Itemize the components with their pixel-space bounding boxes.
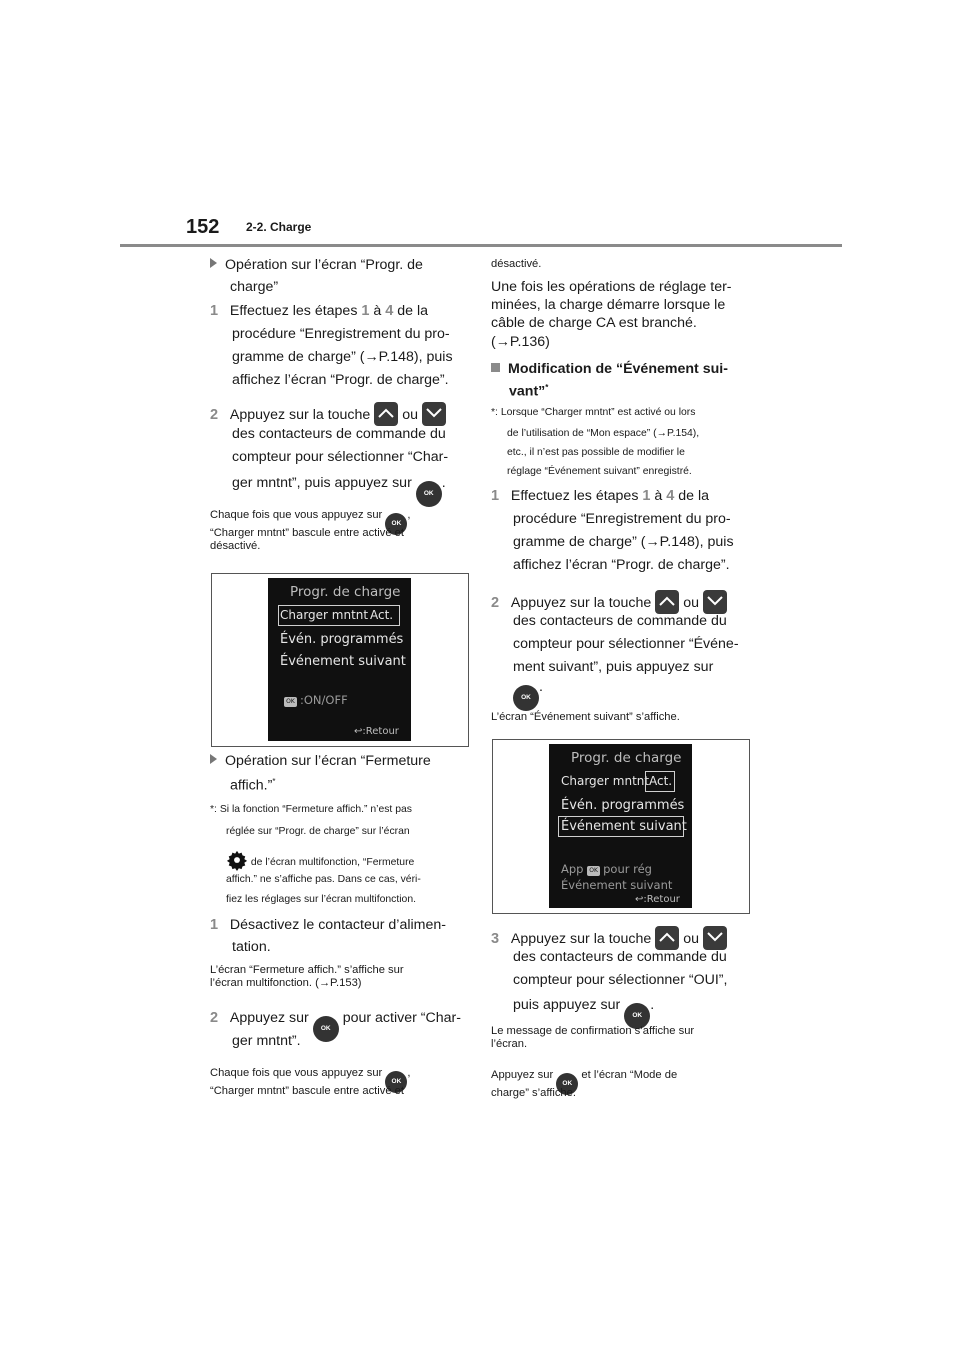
step-text: procédure “Enregistrement du pro- xyxy=(232,326,450,342)
step-text: compteur pour sélectionner “OUI”, xyxy=(513,972,728,988)
header-rule xyxy=(120,244,842,247)
note-text: désactivé. xyxy=(210,540,261,552)
para-text: câble de charge CA est branché. xyxy=(491,315,697,331)
arrow-icon: → xyxy=(495,334,510,350)
step-text: Appuyez sur la touche xyxy=(229,407,371,423)
step-text: de la xyxy=(678,488,710,504)
note-text: Appuyez sur xyxy=(491,1069,554,1081)
step-text: gramme de charge” ( xyxy=(232,349,365,365)
step-number: 3 xyxy=(491,931,500,947)
step-text: des contacteurs de commande du xyxy=(232,426,446,442)
footnote-text: fiez les réglages sur l’écran multifonction. xyxy=(226,894,417,905)
note-text: Chaque fois que vous appuyez sur xyxy=(210,509,383,521)
para-text: minées, la charge démarre lorsque le xyxy=(491,297,726,313)
note-text: Chaque fois que vous appuyez sur xyxy=(210,1067,383,1079)
step-text: ger mntnt”, puis appuyez sur xyxy=(232,475,412,491)
chevron-up-key-icon xyxy=(655,926,679,950)
note-text: et l’écran “Mode de xyxy=(581,1069,678,1081)
screen-return-text: :Retour xyxy=(362,726,399,737)
screen-title: Progr. de charge xyxy=(290,584,401,600)
step-text: ment suivant”, puis appuyez sur xyxy=(513,659,714,675)
note-text: “Charger mntnt” bascule entre activé et xyxy=(210,1085,405,1097)
screen-return xyxy=(635,894,680,905)
step-text: à xyxy=(373,303,382,319)
screen-item-value: Act. xyxy=(370,608,394,622)
step-1 xyxy=(210,304,428,319)
r-step-1 xyxy=(491,489,709,504)
step-text: ou xyxy=(683,595,699,611)
screen-hint-text: Événement suivant xyxy=(561,878,673,892)
step-text xyxy=(232,350,453,364)
note-text: Le message de confirmation s’affiche sur xyxy=(491,1025,695,1037)
step-text: Désactivez le contacteur d’alimen- xyxy=(229,917,446,933)
step-ref: 4 xyxy=(385,303,394,319)
para-text xyxy=(491,335,550,349)
chevron-down-key-icon xyxy=(422,402,446,426)
step-text xyxy=(513,535,734,549)
footnote-text: Si la fonction “Fermeture affich.” n’est pas xyxy=(219,804,412,815)
step-text: Appuyez sur xyxy=(229,1010,309,1026)
step-text: Effectuez les étapes xyxy=(229,303,358,319)
ok-icon: OK xyxy=(587,866,600,876)
note-text xyxy=(210,977,362,990)
para-text: ( xyxy=(491,334,496,350)
step-text: à xyxy=(654,488,663,504)
ok-button-icon: OK xyxy=(385,1071,407,1093)
note-text: l’écran multifonction. ( xyxy=(210,977,319,989)
screen-item-value: Act. xyxy=(649,774,673,788)
footnote-mark: *: xyxy=(491,407,498,418)
ok-button-icon: OK xyxy=(556,1073,578,1095)
step-ref: 4 xyxy=(666,488,675,504)
step-text xyxy=(232,476,446,507)
footnote-text: affich.” ne s’affiche pas. Dans ce cas, véri- xyxy=(226,874,421,885)
step-text xyxy=(513,680,543,711)
step-number: 1 xyxy=(491,488,500,504)
footnote-mark: *: xyxy=(210,804,217,815)
note-text: , xyxy=(407,1067,411,1079)
step-text: gramme de charge” ( xyxy=(513,534,646,550)
screen-item: Évén. programmés xyxy=(280,632,404,647)
triangle-bullet-icon xyxy=(210,754,217,764)
footnote-star: * xyxy=(272,777,276,786)
step-text: Appuyez sur la touche xyxy=(510,931,652,947)
ok-button-icon: OK xyxy=(385,513,407,535)
heading-fermeture xyxy=(210,754,431,768)
r-step-2 xyxy=(491,590,727,614)
square-bullet-icon xyxy=(491,363,500,372)
step-text: compteur pour sélectionner “Événe- xyxy=(513,636,739,652)
ok-button-icon: OK xyxy=(624,1003,650,1029)
step-ref: 1 xyxy=(642,488,651,504)
screen-hint-text: :ON/OFF xyxy=(300,693,348,707)
return-arrow-icon: ↩ xyxy=(635,894,644,905)
section-title: 2-2. Charge xyxy=(246,220,312,234)
footnote-text: Lorsque “Charger mntnt” est activé ou lors xyxy=(500,407,696,418)
footnote-text: réglée sur “Progr. de charge” sur l’écran xyxy=(226,826,410,837)
note-text: , xyxy=(407,509,411,521)
step-text: P.148), puis xyxy=(659,534,734,550)
footnote-text: etc., il n’est pas possible de modifier le xyxy=(507,447,685,458)
step-text: des contacteurs de commande du xyxy=(513,613,727,629)
heading-evenement-suivant xyxy=(491,362,728,376)
note-text: L’écran “Événement suivant” s’affiche. xyxy=(491,711,680,723)
note-text: désactivé. xyxy=(491,258,542,270)
step-text: . xyxy=(441,475,446,491)
step-text: procédure “Enregistrement du pro- xyxy=(513,511,731,527)
heading-text: Opération sur l’écran “Fermeture xyxy=(225,753,431,769)
screen-figure-1 xyxy=(211,573,469,747)
step-text: P.148), puis xyxy=(378,349,453,365)
step-text: puis appuyez sur xyxy=(513,997,621,1013)
screen-item: Charger mntnt xyxy=(561,774,650,788)
step-text: de la xyxy=(397,303,429,319)
step-number: 1 xyxy=(210,303,219,319)
note-text: P.153) xyxy=(330,977,362,989)
screen-return-text: :Retour xyxy=(643,894,680,905)
arrow-icon: → xyxy=(645,534,660,550)
display-screen xyxy=(549,744,692,908)
chevron-down-key-icon xyxy=(703,926,727,950)
step-text: Appuyez sur la touche xyxy=(510,595,652,611)
screen-hint-text: pour rég xyxy=(603,862,652,876)
chevron-up-key-icon xyxy=(655,590,679,614)
step-text: ger mntnt”. xyxy=(232,1033,301,1049)
screen-item: Événement suivant xyxy=(561,819,687,834)
step-number: 1 xyxy=(210,917,219,933)
step-text: . xyxy=(650,997,655,1013)
heading-text xyxy=(230,778,275,793)
step-text: des contacteurs de commande du xyxy=(513,949,727,965)
para-text: P.136) xyxy=(509,334,550,350)
footnote-text xyxy=(507,429,699,439)
step-text: ou xyxy=(683,931,699,947)
footnote-text: de l’écran multifonction, “Fermeture xyxy=(250,857,415,868)
note-text: charge” s’affiche. xyxy=(491,1087,576,1099)
screen-hint xyxy=(284,693,348,707)
heading-text: vant” xyxy=(509,383,546,400)
triangle-bullet-icon xyxy=(210,258,217,268)
heading-progr-charge: Opération sur l’écran “Progr. de xyxy=(210,258,423,272)
screen-hint xyxy=(561,862,652,876)
step-text: compteur pour sélectionner “Char- xyxy=(232,449,449,465)
heading-text: Modification de “Événement sui- xyxy=(508,361,728,377)
arrow-icon: → xyxy=(318,977,330,989)
step-text: affichez l’écran “Progr. de charge”. xyxy=(513,557,730,573)
footnote-star: * xyxy=(545,383,549,392)
screen-item: Événement suivant xyxy=(280,654,406,669)
chevron-up-key-icon xyxy=(374,402,398,426)
b-step-1 xyxy=(210,918,446,933)
arrow-icon: → xyxy=(656,428,667,439)
footnote-text: réglage “Événement suivant” enregistré. xyxy=(507,466,692,477)
step-number: 2 xyxy=(210,1010,219,1026)
footnote xyxy=(491,408,695,418)
chevron-down-key-icon xyxy=(703,590,727,614)
footnote-text: P.154), xyxy=(666,428,700,439)
arrow-icon: → xyxy=(364,349,379,365)
para-text: Une fois les opérations de réglage ter- xyxy=(491,279,732,295)
ok-button-icon: OK xyxy=(313,1016,339,1042)
footnote-text: de l’utilisation de “Mon espace” ( xyxy=(507,428,657,439)
r-step-3 xyxy=(491,926,727,950)
heading-progr-charge-cont: charge” xyxy=(230,279,279,295)
heading-text xyxy=(509,384,548,399)
note-text: l’écran. xyxy=(491,1038,528,1050)
step-text: affichez l’écran “Progr. de charge”. xyxy=(232,372,449,388)
step-number: 2 xyxy=(210,407,219,423)
step-text: . xyxy=(539,679,543,695)
step-text: pour activer “Char- xyxy=(342,1010,461,1026)
return-arrow-icon: ↩ xyxy=(354,726,363,737)
step-text: tation. xyxy=(232,939,271,955)
note-text: “Charger mntnt” bascule entre activé et xyxy=(210,527,405,539)
step-number: 2 xyxy=(491,595,500,611)
ok-button-icon: OK xyxy=(513,685,539,711)
display-screen xyxy=(268,578,411,741)
screen-item: Charger mntnt xyxy=(280,608,369,622)
screen-figure-2 xyxy=(492,739,750,914)
screen-hint-text: App xyxy=(561,862,584,876)
gear-icon xyxy=(226,849,248,871)
step-ref: 1 xyxy=(361,303,370,319)
screen-return xyxy=(354,726,399,737)
ok-button-icon: OK xyxy=(416,481,442,507)
heading-text: affich.” xyxy=(230,777,273,794)
step-text: ou xyxy=(402,407,418,423)
screen-item: Évén. programmés xyxy=(561,798,685,813)
screen-title: Progr. de charge xyxy=(571,750,682,766)
step-2 xyxy=(210,402,446,426)
footnote xyxy=(210,805,412,815)
note-text: L’écran “Fermeture affich.” s’affiche sur xyxy=(210,964,404,976)
ok-icon: OK xyxy=(284,697,297,707)
footnote-text xyxy=(226,849,414,871)
step-text: Effectuez les étapes xyxy=(510,488,639,504)
page-number: 152 xyxy=(186,216,220,238)
